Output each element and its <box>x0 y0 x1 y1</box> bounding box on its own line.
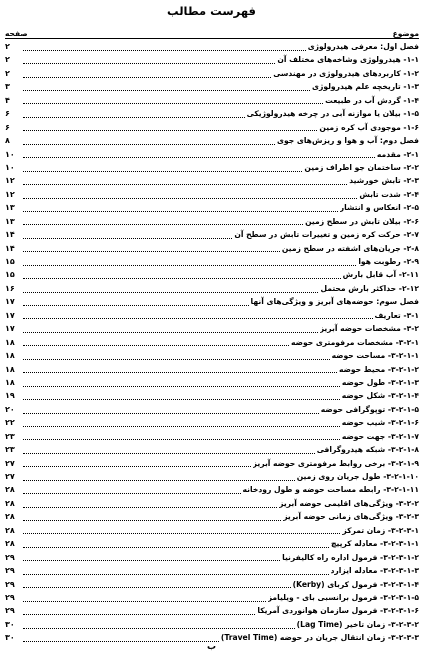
toc-entry[interactable] <box>5 349 419 362</box>
toc-entry-page: ۱۲ <box>5 189 15 199</box>
toc-entry-title: ۲-۵- انعکاس و انتشار <box>339 203 419 213</box>
toc-entry-page: ۴ <box>5 95 10 105</box>
toc-entry-title: ۲-۱۲- حداکثر بارش محتمل <box>320 283 419 293</box>
toc-entry[interactable] <box>5 174 419 187</box>
toc-entry[interactable] <box>5 443 419 456</box>
dot-leader <box>23 204 338 212</box>
toc-entry-page: ۱۹ <box>5 391 15 401</box>
dot-leader <box>23 164 302 172</box>
toc-entry[interactable] <box>5 551 419 564</box>
dot-leader <box>23 486 241 494</box>
toc-entry-page: ۱۲ <box>5 176 15 186</box>
toc-entry[interactable] <box>5 416 419 429</box>
dot-leader <box>23 567 329 575</box>
dot-leader <box>23 419 340 427</box>
toc-entry[interactable] <box>5 376 419 389</box>
dot-leader <box>23 231 232 239</box>
toc-entry-title: ۳-۲-۱-۱۰- طول جریان روی زمین <box>296 472 419 481</box>
toc-entry[interactable] <box>5 67 419 80</box>
toc-entry-page: ۱۸ <box>5 377 15 387</box>
toc-entry-title: ۱-۵- بیلان یا موازنه آبی در چرخه هیدرولوژیکی <box>246 109 419 119</box>
toc-entry[interactable] <box>5 134 419 147</box>
toc-entry[interactable] <box>5 53 419 66</box>
toc-entry[interactable] <box>5 564 419 577</box>
toc-entry-page: ۲۹ <box>5 592 15 602</box>
toc-entry[interactable] <box>5 618 419 631</box>
toc-entry-page: ۶ <box>5 109 10 119</box>
toc-entry-page: ۱۸ <box>5 337 15 347</box>
dot-leader <box>23 526 340 534</box>
toc-entry-page: ۳۰ <box>5 633 15 643</box>
toc-entry-title: ۳-۲-۳-۱-۲- فرمول اداره راه کالیفرنیا <box>282 552 419 562</box>
toc-entry-title: ۲-۳- تابش خورشید <box>349 176 419 186</box>
dot-leader <box>23 177 347 185</box>
dot-leader <box>23 594 266 602</box>
toc-entry-page: ۲۸ <box>5 539 15 549</box>
toc-entry-page: ۱۵ <box>5 270 15 280</box>
toc-entry[interactable] <box>5 322 419 335</box>
toc-entry-page: ۱۷ <box>5 310 15 320</box>
toc-entry-title: ۳-۲-۳-۲- زمان تاخیر (Lag Time) <box>296 619 419 629</box>
toc-entry[interactable] <box>5 188 419 201</box>
dot-leader <box>23 634 219 642</box>
toc-entry[interactable] <box>5 161 419 174</box>
dot-leader <box>23 500 277 508</box>
toc-entry-title: ۱-۲- کاربردهای هیدرولوژی در مهندسی <box>273 68 419 78</box>
toc-entry-title: ۳-۲-۳-۳- زمان انتقال جریان در حوضه (Travel Time) <box>220 633 419 643</box>
toc-entry-page: ۲۹ <box>5 579 15 589</box>
toc-entry-title: ۲-۹- رطوبت هوا <box>358 257 419 266</box>
toc-entry-page: ۲۸ <box>5 525 15 535</box>
toc-entry-page: ۸ <box>5 136 10 146</box>
toc-entry[interactable] <box>5 40 419 53</box>
dot-leader <box>23 513 281 521</box>
toc-entry-title: فصل اول: معرفی هیدرولوژی <box>307 42 419 51</box>
toc-entry-title: ۲-۱- مقدمه <box>376 149 419 159</box>
toc-entry-title: ۳-۲-۳-۱-۳- معادله ایزارد <box>330 566 419 576</box>
toc-list <box>5 40 419 645</box>
toc-entry[interactable] <box>5 470 419 483</box>
toc-entry-title: ۳-۲-۳- ویژگی‌های زمانی حوضه آبریز <box>283 512 419 522</box>
dot-leader <box>23 43 306 51</box>
toc-entry[interactable] <box>5 94 419 107</box>
dot-leader <box>23 137 275 145</box>
toc-entry-page: ۲۷ <box>5 458 15 468</box>
toc-entry[interactable] <box>5 524 419 537</box>
toc-entry-title: ۳-۲-۱-۳- طول حوضه <box>341 377 419 387</box>
dot-leader <box>23 123 317 131</box>
dot-leader <box>23 365 337 373</box>
dot-leader <box>23 285 318 293</box>
dot-leader <box>23 607 255 615</box>
toc-entry-page: ۲۳ <box>5 445 15 455</box>
toc-entry-page: ۲۷ <box>5 472 15 481</box>
toc-entry-title: ۲-۴- شدت تابش <box>359 189 419 199</box>
toc-entry-title: ۳-۲-۱-۸- شبکه هیدروگرافی <box>316 445 419 455</box>
toc-entry-title: ۳-۲-۱-۱۱- رابطه مساحت حوضه و طول رودخانه <box>242 485 419 495</box>
toc-entry[interactable] <box>5 578 419 591</box>
toc-entry-title: ۲-۶- بیلان تابش در سطح زمین <box>305 216 419 226</box>
toc-entry-title: ۳-۲-۲- ویژگی‌های اقلیمی حوضه آبریز <box>279 498 419 508</box>
toc-entry-title: ۳-۲-۱-۶- شیب حوضه <box>341 418 419 428</box>
toc-entry[interactable] <box>5 107 419 120</box>
toc-entry[interactable] <box>5 215 419 228</box>
dot-leader <box>23 338 289 346</box>
toc-entry-title: ۳-۲-۱-۹- برخی روابط مرفومتری حوضه آبریز <box>252 458 419 468</box>
dot-leader <box>23 432 340 440</box>
toc-entry-page: ۲۹ <box>5 552 15 562</box>
toc-entry-page: ۳ <box>5 82 10 92</box>
dot-leader <box>23 406 319 414</box>
toc-entry-page: ۲۰ <box>5 404 15 414</box>
toc-entry-page: ۱۷ <box>5 324 15 334</box>
toc-entry-title: فصل سوم: حوضه‌های آبریز و ویژگی‌های آنها <box>250 297 419 307</box>
toc-entry[interactable] <box>5 255 419 268</box>
toc-entry[interactable] <box>5 282 419 295</box>
toc-entry-title: ۳-۲-۳-۱-۶- فرمول سازمان هوانوردی آمریکا <box>257 606 419 616</box>
page-header: صفحه <box>5 29 28 38</box>
toc-entry[interactable] <box>5 403 419 416</box>
toc-entry[interactable] <box>5 483 419 496</box>
toc-entry[interactable] <box>5 363 419 376</box>
toc-entry[interactable] <box>5 295 419 308</box>
dot-leader <box>23 459 251 467</box>
dot-leader <box>23 392 340 400</box>
toc-entry-title: ۳-۲- مشخصات حوضه آبریز <box>319 324 419 334</box>
toc-entry[interactable] <box>5 148 419 161</box>
dot-leader <box>23 298 249 306</box>
toc-entry-page: ۲ <box>5 42 10 51</box>
dot-leader <box>23 446 315 454</box>
dot-leader <box>23 150 375 158</box>
toc-entry-title: ۳-۲-۱-۵- توپوگرافی حوضه <box>320 404 419 414</box>
toc-entry-title: ۳-۲-۱-۲- محیط حوضه <box>338 364 419 374</box>
dot-leader <box>23 96 323 104</box>
dot-leader <box>23 580 291 588</box>
toc-entry-title: ۱-۴- گردش آب در طبیعت <box>325 95 419 105</box>
topic-header: موضوع <box>392 29 419 38</box>
dot-leader <box>23 325 318 333</box>
toc-entry-title: ۳-۲-۱-۷- جهت حوضه <box>341 431 419 441</box>
toc-entry-page: ۱۰ <box>5 149 15 159</box>
dot-leader <box>23 271 341 279</box>
toc-entry-page: ۲ <box>5 68 10 78</box>
dot-leader <box>23 70 271 78</box>
toc-entry-title: ۳-۲-۳-۱-۵- فرمول برانسبی بای - ویلیامز <box>267 592 419 602</box>
toc-entry-page: ۱۸ <box>5 364 15 374</box>
toc-entry-page: ۲ <box>5 55 10 65</box>
toc-entry-title: ۲-۷- حرکت کره زمین و تغییرات تابش در سطح آن <box>234 230 419 240</box>
toc-entry[interactable] <box>5 389 419 402</box>
dot-leader <box>23 540 329 548</box>
toc-entry[interactable] <box>5 457 419 470</box>
toc-entry-page: ۱۳ <box>5 203 15 213</box>
toc-entry-page: ۲۳ <box>5 431 15 441</box>
dot-leader <box>23 191 357 199</box>
dot-leader <box>23 110 245 118</box>
toc-entry[interactable] <box>5 80 419 93</box>
toc-entry[interactable] <box>5 336 419 349</box>
dot-leader <box>23 311 373 319</box>
toc-entry-title: ۱-۱- هیدرولوژی وشاخه‌های مختلف آن <box>277 55 419 65</box>
toc-entry[interactable] <box>5 228 419 241</box>
toc-header <box>5 26 419 38</box>
toc-entry-page: ۱۴ <box>5 243 15 253</box>
dot-leader <box>23 217 303 225</box>
toc-entry-title: ۳-۱- تعاریف <box>374 310 419 320</box>
toc-entry-page: ۳۰ <box>5 619 15 629</box>
dot-leader <box>23 553 280 561</box>
dot-leader <box>23 621 295 629</box>
toc-entry-title: ۲-۸- جریان‌های اشفته در سطح زمین <box>281 243 419 253</box>
toc-entry[interactable] <box>5 510 419 523</box>
dot-leader <box>23 56 275 64</box>
toc-entry[interactable] <box>5 430 419 443</box>
toc-entry-title: ۱-۶- موجودی آب کره زمین <box>319 122 419 132</box>
dot-leader <box>23 258 356 266</box>
toc-entry-page: ۱۰ <box>5 162 15 172</box>
toc-entry-page: ۲۸ <box>5 498 15 508</box>
toc-entry-title: ۳-۲-۳-۱-۱- معادله کرپیچ <box>331 539 419 549</box>
toc-entry-page: ۲۲ <box>5 418 15 428</box>
toc-entry-page: ۲۹ <box>5 566 15 576</box>
toc-entry-page: ۲۸ <box>5 485 15 495</box>
page-number-footer: ب <box>206 642 217 652</box>
toc-entry[interactable] <box>5 604 419 617</box>
toc-entry-title: ۳-۲-۱-۴- شکل حوضه <box>341 391 419 401</box>
dot-leader <box>23 83 310 91</box>
toc-entry-title: ۲-۱۱- آب قابل بارش <box>342 270 419 280</box>
toc-entry-page: ۱۵ <box>5 257 15 266</box>
toc-entry[interactable] <box>5 591 419 604</box>
header-divider <box>5 38 419 39</box>
toc-entry[interactable] <box>5 497 419 510</box>
toc-entry[interactable] <box>5 201 419 214</box>
toc-entry-title: ۳-۲-۱- مشخصات مرفومتری حوضه <box>291 337 419 347</box>
toc-entry[interactable] <box>5 242 419 255</box>
dot-leader <box>23 379 340 387</box>
toc-entry-page: ۲۹ <box>5 606 15 616</box>
toc-entry-page: ۱۸ <box>5 351 15 361</box>
toc-entry-page: ۶ <box>5 122 10 132</box>
toc-entry-title: ۱-۳- تاریخچه علم هیدرولوژی <box>311 82 419 92</box>
toc-entry-page: ۲۸ <box>5 512 15 522</box>
toc-entry-title: ۲-۲- ساختمان جو اطراف زمین <box>304 162 419 172</box>
toc-entry-page: ۱۷ <box>5 297 15 307</box>
dot-leader <box>23 244 280 252</box>
toc-entry-page: ۱۴ <box>5 230 15 240</box>
toc-entry[interactable] <box>5 121 419 134</box>
toc-entry-title: فصل دوم: آب و هوا و ریزش‌های جوی <box>277 136 419 146</box>
toc-entry[interactable] <box>5 268 419 281</box>
toc-entry-title: ۳-۲-۳-۱-۴- فرمول کربای (Kerby) <box>292 579 419 589</box>
toc-entry-page: ۱۶ <box>5 283 15 293</box>
page-title: فهرست مطالب <box>167 4 256 18</box>
toc-entry[interactable] <box>5 309 419 322</box>
toc-entry-page: ۱۳ <box>5 216 15 226</box>
dot-leader <box>23 352 330 360</box>
toc-entry-title: ۳-۲-۳-۱- زمان تمرکز <box>342 525 419 535</box>
dot-leader <box>23 473 295 481</box>
toc-entry[interactable] <box>5 537 419 550</box>
toc-entry-title: ۳-۲-۱-۱- مساحت حوضه <box>331 351 419 361</box>
